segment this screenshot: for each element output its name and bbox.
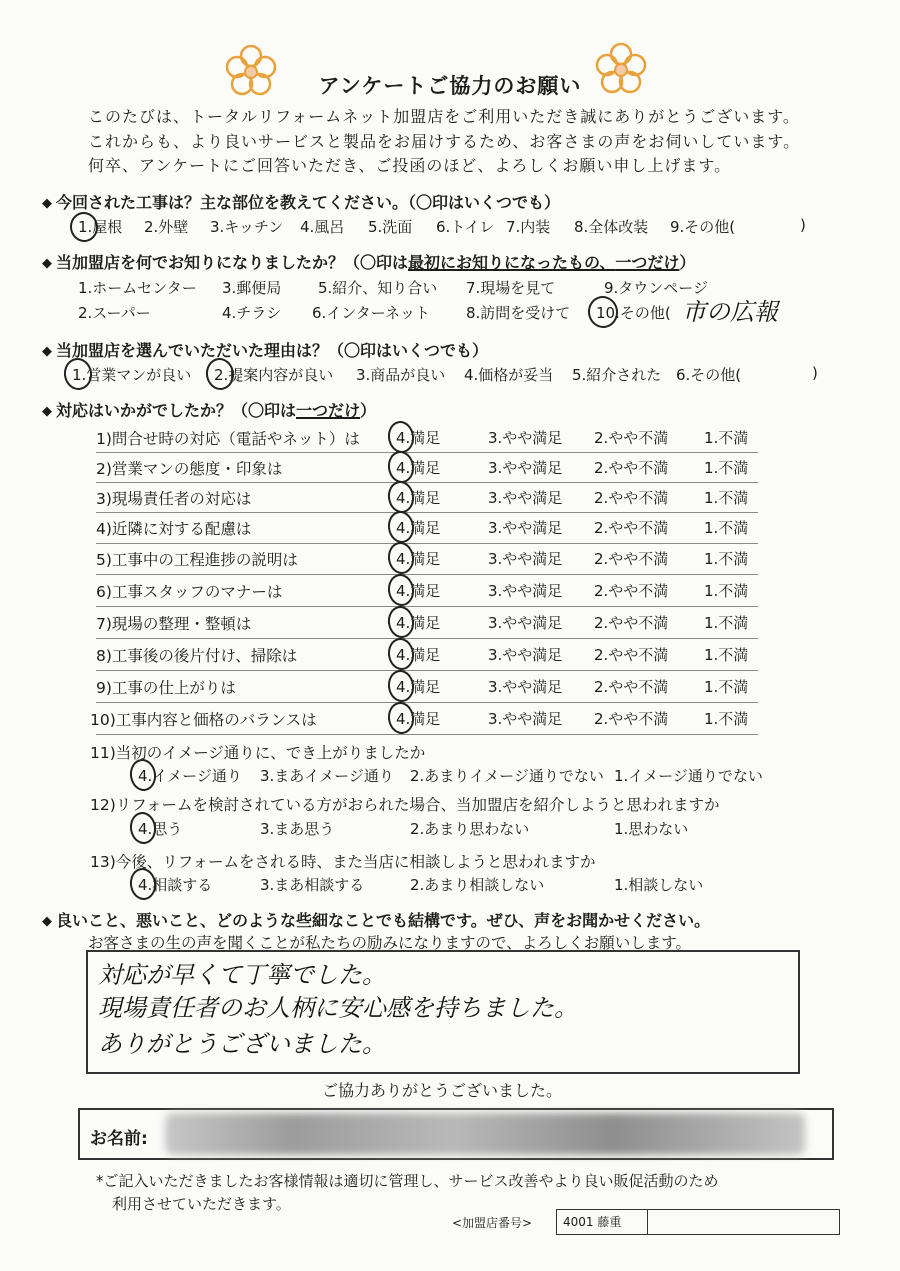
q4-item-1-label: 1)問合せ時の対応（電話やネット）は bbox=[96, 430, 360, 448]
q12-option-3[interactable]: 3.まあ思う bbox=[260, 820, 335, 838]
q1-option-interior[interactable]: 7.内装 bbox=[506, 218, 551, 236]
q4-item-5-option-2[interactable]: 2.やや不満 bbox=[594, 550, 669, 568]
q3-option-price[interactable]: 4.価格が妥当 bbox=[464, 366, 554, 384]
q13-option-1[interactable]: 1.相談しない bbox=[614, 876, 704, 894]
q4-row-divider bbox=[96, 452, 758, 453]
q4-item-6-label: 6)工事スタッフのマナーは bbox=[96, 583, 283, 601]
q4-item-3-answer-circle bbox=[386, 479, 416, 514]
q12-answer-circle bbox=[128, 810, 158, 845]
q4-item-6-option-3[interactable]: 3.やや満足 bbox=[488, 582, 563, 600]
q2-option-flyer[interactable]: 4.チラシ bbox=[222, 304, 282, 322]
name-label: お名前: bbox=[90, 1129, 148, 1149]
diamond-bullet-icon: ◆ bbox=[42, 404, 52, 419]
q4-item-10-option-2[interactable]: 2.やや不満 bbox=[594, 710, 669, 728]
q2-option-town-page[interactable]: 9.タウンページ bbox=[604, 279, 709, 297]
q4-item-8-option-3[interactable]: 3.やや満足 bbox=[488, 646, 563, 664]
q4-item-6-option-2[interactable]: 2.やや不満 bbox=[594, 582, 669, 600]
q12-question: 12)リフォームを検討されている方がおられた場合、当加盟店を紹介しようと思われますか bbox=[90, 796, 720, 814]
q4-row-divider bbox=[96, 543, 758, 544]
q4-item-2-option-3[interactable]: 3.やや満足 bbox=[488, 459, 563, 477]
q1-option-exterior-wall[interactable]: 2.外壁 bbox=[144, 218, 189, 236]
q4-item-6-answer-circle bbox=[386, 572, 416, 607]
q12-option-4[interactable]: 4.思う bbox=[138, 820, 183, 838]
q13-option-3[interactable]: 3.まあ相談する bbox=[260, 876, 365, 894]
q5-heading: ◆ 良いこと、悪いこと、どのような些細なことでも結構です。ぜひ、声をお聞かせください。 bbox=[42, 911, 711, 930]
q13-option-2[interactable]: 2.あまり相談しない bbox=[410, 876, 545, 894]
q4-item-4-label: 4)近隣に対する配慮は bbox=[96, 520, 252, 538]
q4-item-2-answer-circle bbox=[386, 449, 416, 484]
q2-option-saw-site[interactable]: 7.現場を見て bbox=[466, 279, 556, 297]
q4-item-3-label: 3)現場責任者の対応は bbox=[96, 490, 252, 508]
q1-option-bath[interactable]: 4.風呂 bbox=[300, 218, 345, 236]
q1-heading: ◆ 今回された工事は？主な部位を教えてください。（〇印はいくつでも） bbox=[42, 193, 561, 212]
q4-item-10-answer-circle bbox=[386, 700, 416, 735]
q4-item-4-answer-circle bbox=[386, 509, 416, 544]
q4-item-10-option-4[interactable]: 4.満足 bbox=[396, 710, 441, 728]
q12-option-2[interactable]: 2.あまり思わない bbox=[410, 820, 530, 838]
q1-option-toilet[interactable]: 6.トイレ bbox=[436, 218, 495, 236]
q4-row-divider bbox=[96, 606, 758, 607]
q5-subheading: お客さまの生の声を聞くことが私たちの励みになりますので、よろしくお願いします。 bbox=[88, 934, 691, 952]
q4-item-7-option-3[interactable]: 3.やや満足 bbox=[488, 614, 563, 632]
q4-item-1-answer-circle bbox=[386, 419, 416, 454]
q4-item-7-answer-circle bbox=[386, 604, 416, 639]
privacy-note-line-2: 利用させていただきます。 bbox=[112, 1195, 291, 1213]
q1-option-washroom[interactable]: 5.洗面 bbox=[368, 218, 413, 236]
q4-item-9-option-4[interactable]: 4.満足 bbox=[396, 678, 441, 696]
shop-number-blank bbox=[648, 1210, 839, 1234]
q2-heading: ◆ 当加盟店を何でお知りになりましたか？（〇印は最初にお知りになったもの、一つだけ） bbox=[42, 253, 696, 272]
diamond-bullet-icon: ◆ bbox=[42, 196, 52, 211]
q2-option-home-center[interactable]: 1.ホームセンター bbox=[78, 279, 197, 297]
q11-question: 11)当初のイメージ通りに、でき上がりましたか bbox=[90, 744, 426, 762]
q4-row-divider bbox=[96, 734, 758, 735]
survey-title: アンケートご協力のお願い bbox=[318, 74, 582, 98]
q4-item-8-label: 8)工事後の後片付け、掃除は bbox=[96, 647, 298, 665]
q4-item-2-option-2[interactable]: 2.やや不満 bbox=[594, 459, 669, 477]
q4-row-divider bbox=[96, 574, 758, 575]
q4-item-7-option-1[interactable]: 1.不満 bbox=[704, 614, 749, 632]
q3-option-other[interactable]: 6.その他( bbox=[676, 366, 742, 384]
q3-option-product[interactable]: 3.商品が良い bbox=[356, 366, 446, 384]
q4-row-divider bbox=[96, 670, 758, 671]
q4-item-10-label: 10)工事内容と価格のバランスは bbox=[90, 711, 317, 729]
q4-item-9-label: 9)工事の仕上がりは bbox=[96, 679, 236, 697]
q4-item-4-option-2[interactable]: 2.やや不満 bbox=[594, 519, 669, 537]
q4-item-1-option-3[interactable]: 3.やや満足 bbox=[488, 429, 563, 447]
q4-item-10-option-1[interactable]: 1.不満 bbox=[704, 710, 749, 728]
q2-option-internet[interactable]: 6.インターネット bbox=[312, 304, 430, 322]
q4-item-4-option-4[interactable]: 4.満足 bbox=[396, 519, 441, 537]
q2-handwritten-other: 市の広報 bbox=[682, 298, 778, 326]
shop-number-label: <加盟店番号> bbox=[452, 1216, 533, 1230]
q4-item-4-option-3[interactable]: 3.やや満足 bbox=[488, 519, 563, 537]
q4-row-divider bbox=[96, 482, 758, 483]
q4-item-4-option-1[interactable]: 1.不満 bbox=[704, 519, 749, 537]
q3-other-close-paren: ) bbox=[812, 364, 818, 382]
q4-item-5-option-4[interactable]: 4.満足 bbox=[396, 550, 441, 568]
redacted-name bbox=[165, 1113, 805, 1155]
q11-option-2[interactable]: 2.あまりイメージ通りでない bbox=[410, 767, 604, 785]
q11-option-4[interactable]: 4.イメージ通り bbox=[138, 767, 242, 785]
q4-item-5-answer-circle bbox=[386, 540, 416, 575]
q4-item-3-option-4[interactable]: 4.満足 bbox=[396, 489, 441, 507]
q4-item-5-label: 5)工事中の工程進捗の説明は bbox=[96, 551, 298, 569]
q4-item-10-option-3[interactable]: 3.やや満足 bbox=[488, 710, 563, 728]
q2-answer-circle bbox=[586, 294, 620, 330]
q4-row-divider bbox=[96, 638, 758, 639]
q4-item-3-option-3[interactable]: 3.やや満足 bbox=[488, 489, 563, 507]
q3-option-sales-rep[interactable]: 1.営業マンが良い bbox=[72, 366, 192, 384]
q4-item-9-answer-circle bbox=[386, 668, 416, 703]
q4-item-8-option-4[interactable]: 4.満足 bbox=[396, 646, 441, 664]
q2-option-visit[interactable]: 8.訪問を受けて bbox=[466, 304, 571, 322]
q4-item-8-answer-circle bbox=[386, 636, 416, 671]
q4-item-3-option-2[interactable]: 2.やや不満 bbox=[594, 489, 669, 507]
q4-item-2-option-1[interactable]: 1.不満 bbox=[704, 459, 749, 477]
q4-item-3-option-1[interactable]: 1.不満 bbox=[704, 489, 749, 507]
q4-item-8-option-2[interactable]: 2.やや不満 bbox=[594, 646, 669, 664]
diamond-bullet-icon: ◆ bbox=[42, 344, 52, 359]
diamond-bullet-icon: ◆ bbox=[42, 914, 52, 929]
q4-item-6-option-1[interactable]: 1.不満 bbox=[704, 582, 749, 600]
q3-answer-circle-2 bbox=[204, 356, 236, 392]
q2-option-post-office[interactable]: 3.郵便局 bbox=[222, 279, 282, 297]
shop-number-value: 4001 藤重 bbox=[557, 1210, 648, 1234]
q1-option-full-renovation[interactable]: 8.全体改装 bbox=[574, 218, 649, 236]
comment-line-1: 対応が早くて丁寧でした。 bbox=[98, 961, 386, 989]
q4-item-1-option-1[interactable]: 1.不満 bbox=[704, 429, 749, 447]
q4-item-2-option-4[interactable]: 4.満足 bbox=[396, 459, 441, 477]
q4-item-1-option-4[interactable]: 4.満足 bbox=[396, 429, 441, 447]
q1-option-kitchen[interactable]: 3.キッチン bbox=[210, 218, 284, 236]
intro-line-1: このたびは、トータルリフォームネット加盟店をご利用いただき誠にありがとうございます。 bbox=[88, 107, 800, 126]
q4-item-1-option-2[interactable]: 2.やや不満 bbox=[594, 429, 669, 447]
q13-option-4[interactable]: 4.相談する bbox=[138, 876, 213, 894]
shop-number-table bbox=[556, 1209, 840, 1235]
q3-option-referred[interactable]: 5.紹介された bbox=[572, 366, 662, 384]
q13-question: 13)今後、リフォームをされる時、また当店に相談しようと思われますか bbox=[90, 853, 596, 871]
q4-item-9-option-1[interactable]: 1.不満 bbox=[704, 678, 749, 696]
q2-option-supermarket[interactable]: 2.スーパー bbox=[78, 304, 151, 322]
q4-row-divider bbox=[96, 512, 758, 513]
q3-heading: ◆ 当加盟店を選んでいただいた理由は？（〇印はいくつでも） bbox=[42, 341, 489, 360]
q2-option-referral[interactable]: 5.紹介、知り合い bbox=[318, 279, 438, 297]
q4-item-8-option-1[interactable]: 1.不満 bbox=[704, 646, 749, 664]
q4-item-5-option-3[interactable]: 3.やや満足 bbox=[488, 550, 563, 568]
q4-item-9-option-2[interactable]: 2.やや不満 bbox=[594, 678, 669, 696]
q2-option-other[interactable]: 10.その他( bbox=[596, 304, 671, 322]
q4-row-divider bbox=[96, 702, 758, 703]
privacy-note-line-1: *ご記入いただきましたお客様情報は適切に管理し、サービス改善やより良い販促活動のため bbox=[96, 1172, 719, 1190]
q11-option-3[interactable]: 3.まあイメージ通り bbox=[260, 767, 394, 785]
q4-item-7-option-4[interactable]: 4.満足 bbox=[396, 614, 441, 632]
comment-line-3: ありがとうございました。 bbox=[98, 1030, 386, 1058]
q4-item-7-option-2[interactable]: 2.やや不満 bbox=[594, 614, 669, 632]
intro-line-2: これからも、より良いサービスと製品をお届けするため、お客さまの声をお伺いしています。 bbox=[88, 132, 801, 151]
intro-line-3: 何卒、アンケートにご回答いただき、ご投函のほど、よろしくお願い申し上げます。 bbox=[88, 156, 732, 175]
q1-option-other[interactable]: 9.その他( bbox=[670, 218, 736, 236]
q11-option-1[interactable]: 1.イメージ通りでない bbox=[614, 767, 763, 785]
q12-option-1[interactable]: 1.思わない bbox=[614, 820, 689, 838]
q4-item-9-option-3[interactable]: 3.やや満足 bbox=[488, 678, 563, 696]
q1-option-roof[interactable]: 1.屋根 bbox=[78, 218, 123, 236]
q3-option-proposal[interactable]: 2.提案内容が良い bbox=[214, 366, 334, 384]
q1-other-close-paren: ) bbox=[800, 216, 806, 234]
diamond-bullet-icon: ◆ bbox=[42, 256, 52, 271]
q4-item-5-option-1[interactable]: 1.不満 bbox=[704, 550, 749, 568]
q4-item-2-label: 2)営業マンの態度・印象は bbox=[96, 460, 283, 478]
thanks-message: ご協力ありがとうございました。 bbox=[322, 1081, 563, 1100]
q4-item-7-label: 7)現場の整理・整頓は bbox=[96, 615, 252, 633]
q4-heading: ◆ 対応はいかがでしたか？（〇印は一つだけ） bbox=[42, 401, 377, 420]
comment-line-2: 現場責任者のお人柄に安心感を持ちました。 bbox=[98, 994, 578, 1022]
q3-answer-circle-1 bbox=[62, 356, 94, 392]
q4-item-6-option-4[interactable]: 4.満足 bbox=[396, 582, 441, 600]
